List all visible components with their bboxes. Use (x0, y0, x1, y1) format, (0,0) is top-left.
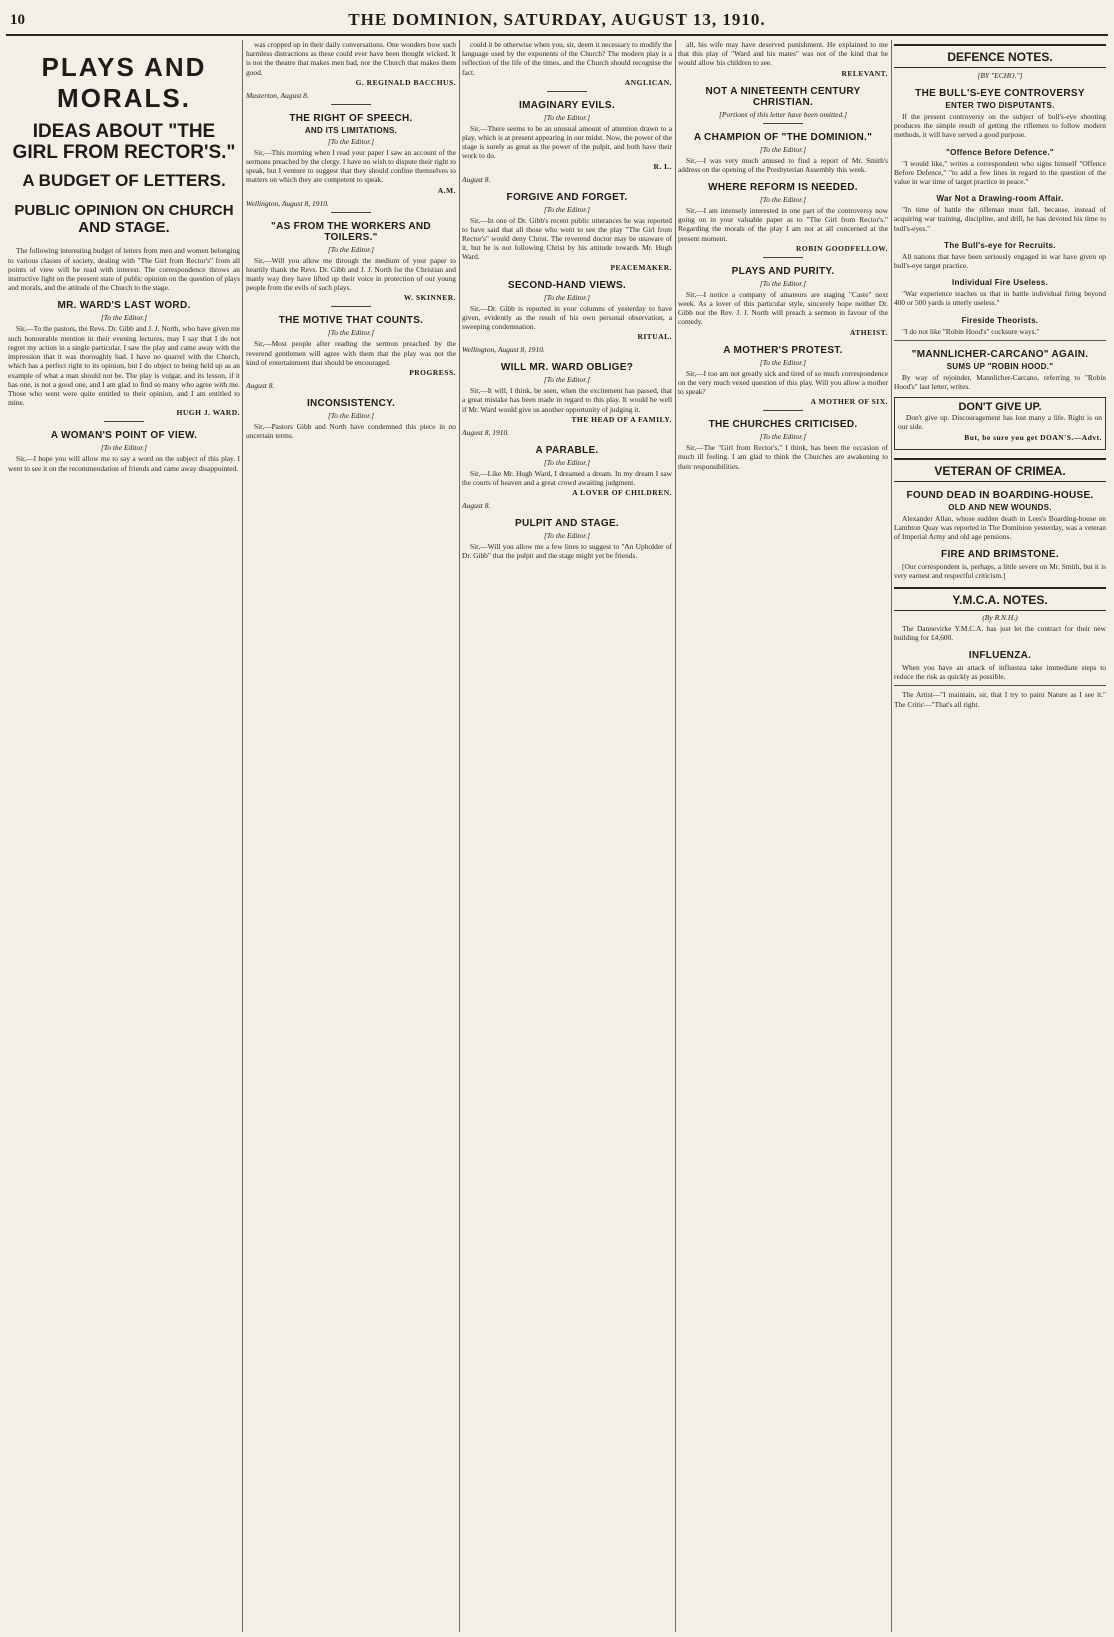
letter-title: PLAYS AND PURITY. (731, 265, 835, 277)
divider (763, 410, 803, 411)
letter-title: INCONSISTENCY. (306, 398, 396, 410)
letter-title: MR. WARD'S LAST WORD. (57, 300, 191, 312)
letter-body: Sir,—The "Girl from Rector's," I think, has been the occasion of much ill feeling. I am glad to think the Churches are awakening to their responsibilities. (678, 443, 888, 471)
letter-body: Sir,—Dr. Gibb is reported in your columns of yesterday to have given, evidently as the result of his own personal observation, a sweeping condemnation. (462, 303, 672, 332)
letter-title: SECOND-HAND VIEWS. (507, 279, 627, 291)
editor-note: [To the Editor.] (759, 195, 807, 205)
letter-signature: G. REGINALD BACCHUS. (355, 77, 456, 87)
editor-note: [To the Editor.] (543, 204, 591, 214)
letter-body: Sir,—Will you allow me a few lines to suggest to "An Upholder of Dr. Gibb" that the pulpit and the stage might yet be friends. (462, 542, 672, 561)
ymca-heading: Y.M.C.A. NOTES. (894, 587, 1106, 611)
veteran-heading: VETERAN OF CRIMEA. (894, 458, 1106, 482)
letter-signature: PEACEMAKER. (610, 262, 672, 272)
letter-body: Sir,—I am intensely interested in one part of the controversy now going on in your valuable paper as to "The Girl from Rector's." Regarding the morals of the play I am not at all concerned at the present moment. (678, 206, 888, 243)
section-body: [Our correspondent is, perhaps, a little severe on Mr. Smith, but it is very earnest and respectful criticism.] (894, 562, 1106, 581)
letter-signature: A LOVER OF CHILDREN. (572, 488, 672, 498)
letter-signature: ROBIN GOODFELLOW. (796, 243, 888, 253)
letter-signature: PROGRESS. (409, 368, 456, 378)
letter-body: could it be otherwise when you, sir, deem it necessary to modify the language used by the exponents of the Church? The modern play is a reflection of the life of the times, and the Church should recognise the fact. (462, 40, 672, 77)
divider (763, 123, 803, 124)
editor-note: [To the Editor.] (543, 292, 591, 302)
section-body: All nations that have been seriously engaged in war have given up bull's-eye target practice. (894, 251, 1106, 271)
editor-note: [To the Editor.] (543, 112, 591, 122)
letter-title: A WOMAN'S POINT OF VIEW. (50, 430, 198, 442)
letter-place: Wellington, August 8, 1910. (246, 198, 329, 208)
letter-title: A MOTHER'S PROTEST. (723, 344, 843, 356)
main-headline: PLAYS AND MORALS. (41, 52, 207, 113)
section-title: The Bull's-eye for Recruits. (944, 240, 1056, 250)
editor-note: [To the Editor.] (327, 328, 375, 338)
ymca-body: The Dannevirke Y.M.C.A. has just let the contract for their new building for £4,600. (894, 623, 1106, 642)
letter-signature: ANGLICAN. (624, 77, 672, 87)
section-title: "Offence Before Defence." (945, 147, 1054, 157)
editor-note: [To the Editor.] (759, 432, 807, 442)
final-advertisement: The Artist—"I maintain, sir, that I try to paint Nature as I see it." The Critic—"That's all right. (894, 690, 1106, 709)
budget-subheading: A BUDGET OF LETTERS. (22, 170, 226, 190)
letter-date: August 8. (462, 501, 491, 511)
divider (104, 421, 144, 422)
letter-title: THE MOTIVE THAT COUNTS. (278, 315, 424, 327)
masthead-rule (6, 34, 1108, 36)
column-5 (894, 40, 1106, 1632)
editor-note: [To the Editor.] (100, 313, 148, 323)
defence-byline: [BY "ECHO."] (977, 71, 1023, 80)
letter-subtitle: AND ITS LIMITATIONS. (304, 125, 398, 135)
letter-title: A PARABLE. (535, 444, 599, 456)
column-rule (891, 40, 892, 1632)
letter-signature: R. L. (653, 161, 672, 171)
editor-note: [Portions of this letter have been omitted.] (718, 109, 848, 119)
letter-signature: W. SKINNER. (403, 293, 456, 303)
section-title: War Not a Drawing-room Affair. (936, 194, 1064, 204)
editor-note: [To the Editor.] (759, 144, 807, 154)
letter-date: August 8. (246, 381, 275, 391)
letter-place: Wellington, August 8, 1910. (462, 345, 545, 355)
main-subheading: IDEAS ABOUT "THE GIRL FROM RECTOR'S." (12, 121, 236, 163)
letter-body: Sir,—Will you allow me through the medium of your paper to heartily thank the Revs. Dr. Gibb and J. J. North for the Christian and manly way they have lifted up their voice in protection of our young people from the evils of such plays. (246, 255, 456, 293)
divider (547, 91, 587, 92)
letter-signature: RELEVANT. (841, 68, 888, 78)
divider (331, 306, 371, 307)
influenza-body: When you have an attack of influenza take immediate steps to reduce the risk as quickly as possible. (894, 663, 1106, 682)
letter-body: Sir,—There seems to be an unusual amount of attention drawn to a play, which is at present appearing in our midst. Now, the power of the stage is surely as great as the power of the pulpit, and both have their work to do. (462, 123, 672, 161)
column-1 (8, 40, 240, 1632)
section-title: "MANNLICHER-CARCANO" AGAIN. (911, 348, 1089, 360)
letter-place: Masterton, August 8. (246, 90, 309, 100)
ad-title: DON'T GIVE UP. (958, 401, 1042, 414)
divider (331, 212, 371, 213)
editor-note: [To the Editor.] (327, 411, 375, 421)
section-title: Individual Fire Useless. (951, 278, 1049, 288)
section-subtitle: SUMS UP "ROBIN HOOD." (946, 361, 1054, 371)
letter-body: Sir,—This morning when I read your paper I saw an account of the sermons preached by the clergy. I have no wish to dispute their right to speak, but I venture to suggest that they should confine themselves to matters on which they are competent to speak. (246, 147, 456, 185)
newspaper-title: THE DOMINION, SATURDAY, AUGUST 13, 1910. (348, 10, 766, 29)
influenza-heading: INFLUENZA. (968, 650, 1032, 662)
editor-note: [To the Editor.] (543, 531, 591, 541)
section-body: "I would like," writes a correspondent who signs himself "Offence Before Defence," "to add a few lines in regard to the question of the value in war time of target practice in peace." (894, 158, 1106, 187)
intro-paragraph: The following interesting budget of letters from men and women belonging to various classes of society, dealing with "The Girl from Rector's" from all points of view will be read with interest. The correspondence throws an instructive light on the present state of public opinion on the question of plays and morals, and the attitude of the Church to the stage. (8, 246, 240, 293)
editor-note: [To the Editor.] (543, 375, 591, 385)
veteran-subheading-2: OLD AND NEW WOUNDS. (948, 502, 1052, 512)
letter-date: August 8, 1910. (462, 427, 510, 437)
section-subtitle: ENTER TWO DISPUTANTS. (945, 101, 1055, 110)
letter-title: PULPIT AND STAGE. (515, 518, 619, 530)
letter-title: WILL MR. WARD OBLIGE? (500, 362, 634, 374)
column-rule (242, 40, 243, 1632)
letter-body: Sir,—In one of Dr. Gibb's recent public utterances he was reported to have said that all those who went to see the play "The Girl from Rector's" would deny Christ. The reverend doctor may be unaware of it, but he is not following Christ by his attitude towards Mr. Hugh Ward. (462, 215, 672, 262)
column-4 (678, 40, 888, 1632)
letter-title: "AS FROM THE WORKERS AND TOILERS." (271, 220, 431, 243)
letter-signature: THE HEAD OF A FAMILY. (571, 414, 672, 424)
editor-note: [To the Editor.] (543, 457, 591, 467)
masthead (0, 0, 1114, 38)
public-opinion-subheading: PUBLIC OPINION ON CHURCH AND STAGE. (14, 202, 234, 237)
editor-note: [To the Editor.] (759, 278, 807, 288)
letter-body: was cropped up in their daily conversations. One wonders how such harmless distractions as these could ever have been thought wicked. It is not the theatre that makes men bad, nor the Church that makes them good. (246, 40, 456, 77)
letter-body: Sir,—It will, I think, be seen, when the excitement has passed, that a great mistake has been made in regard to this play. It would be well if Mr. Ward would give us another opportunity of judging it. (462, 386, 672, 414)
letter-signature: HUGH J. WARD. (176, 408, 240, 418)
editor-note: [To the Editor.] (327, 244, 375, 254)
defence-notes-heading: DEFENCE NOTES. (894, 44, 1106, 68)
editor-note: [To the Editor.] (100, 443, 148, 453)
letter-title: THE RIGHT OF SPEECH. (289, 112, 413, 124)
section-body: By way of rejoinder, Mannlicher-Carcano, referring to "Robin Hood's" last letter, writes. (894, 372, 1106, 392)
letter-title: WHERE REFORM IS NEEDED. (708, 182, 858, 194)
ad-signature: But, be sure you get DOAN'S.—Advt. (964, 432, 1102, 442)
letter-title: NOT A NINETEENTH CENTURY CHRISTIAN. (705, 85, 861, 108)
doans-advertisement (894, 397, 1106, 449)
section-body: "I do not like "Robin Hood's" cocksure ways." (902, 326, 1040, 336)
letter-title: THE CHURCHES CRITICISED. (708, 419, 858, 431)
section-title: THE BULL'S-EYE CONTROVERSY (915, 88, 1085, 99)
page-number: 10 (10, 12, 25, 28)
divider (763, 257, 803, 258)
column-rule (459, 40, 460, 1632)
letter-body: Sir,—I hope you will allow me to say a word on the subject of this play. I went to see it on the recommendation of friends and came away disappointed. (8, 454, 240, 473)
letter-signature: A MOTHER OF SIX. (810, 397, 888, 407)
divider (331, 104, 371, 105)
section-body: "In time of battle the rifleman must fall, because, instead of acquiring war training, discipline, and drill, he has devoted his time to bull's-eyes." (894, 205, 1106, 233)
editor-note: [To the Editor.] (759, 357, 807, 367)
letter-body: Sir,—Most people after reading the sermon preached by the reverend gentlemen will agree with them that the play was not the kind of entertainment that should be encouraged. (246, 339, 456, 367)
divider (894, 340, 1106, 341)
ad-body: Don't give up. Discouragement has lost many a life. Right is on our side. (898, 413, 1102, 432)
letter-title: IMAGINARY EVILS. (519, 99, 615, 111)
veteran-subheading: FOUND DEAD IN BOARDING-HOUSE. (906, 489, 1094, 501)
letter-signature: RITUAL. (637, 332, 672, 342)
column-3 (462, 40, 672, 1632)
column-rule (675, 40, 676, 1632)
section-title: Fireside Theorists. (961, 315, 1039, 325)
letter-signature: A.M. (437, 185, 456, 195)
ymca-byline: (By R.N.H.) (982, 612, 1018, 622)
column-2 (246, 40, 456, 1632)
letter-title: A CHAMPION OF "THE DOMINION." (693, 131, 873, 143)
editor-note: [To the Editor.] (327, 136, 375, 146)
letter-body: Sir,—I too am not greatly sick and tired of so much correspondence on the very much vexed question of this play. Will you allow a mother to speak? (678, 368, 888, 397)
letter-body: Sir,—I was very much amused to find a report of Mr. Smith's address on the opening of the Presbyterian Assembly this week. (678, 155, 888, 174)
letter-body: Sir,—I notice a company of amateurs are staging "Caste" next week. As a lover of this particular style, sincerely hope neither Dr. Gibb nor the Rev. J. J. North will preach a sermon in favour of the comedy. (678, 289, 888, 327)
letter-date: August 8. (462, 174, 491, 184)
letter-body: Sir,—To the pastors, the Revs. Dr. Gibb and J. J. North, who have given me such honourable mention in their evening lectures, may I say that I do not regret my action in a single particular. I saw the play and came away with the impression that it was thoroughly bad. I have no quarrel with the Church, which has a perfect right to its opinion, but I do object to being held up as an example of what a man should not be. The play is vulgar, and its lesson, if it has one, is not a good one, and I am glad to find so many who agree with me. Those who went were quite entitled to their opinion, and I am entitled to mine. (8, 324, 240, 408)
section-title: FIRE AND BRIMSTONE. (941, 549, 1059, 561)
letter-signature: ATHEIST. (849, 327, 888, 337)
letter-body: all, his wife may have deserved punishment. He explained to me that this play of "Ward and his mates" was not of the kind that he would allow his children to see. (678, 40, 888, 68)
divider (894, 685, 1106, 686)
letter-body: Sir,—Like Mr. Hugh Ward, I dreamed a dream. In my dream I saw the courts of heaven and a great crowd awaiting judgment. (462, 468, 672, 488)
letter-body: Sir,—Pastors Gibb and North have condemned this piece in no uncertain terms. (246, 422, 456, 441)
section-body: If the present controversy on the subject of bull's-eye shooting produces the simple result of getting the riflemen to follow modern methods, it will have served a good purpose. (894, 112, 1106, 140)
letter-title: FORGIVE AND FORGET. (506, 191, 628, 203)
section-body: "War experience teaches us that in battle individual firing beyond 400 or 500 yards is utterly useless." (894, 289, 1106, 308)
veteran-body: Alexander Allan, whose sudden death in Lees's Boarding-house on Lambton Quay was reported in The Dominion yesterday, was a veteran of Imperial Army and old age pensions. (894, 513, 1106, 542)
